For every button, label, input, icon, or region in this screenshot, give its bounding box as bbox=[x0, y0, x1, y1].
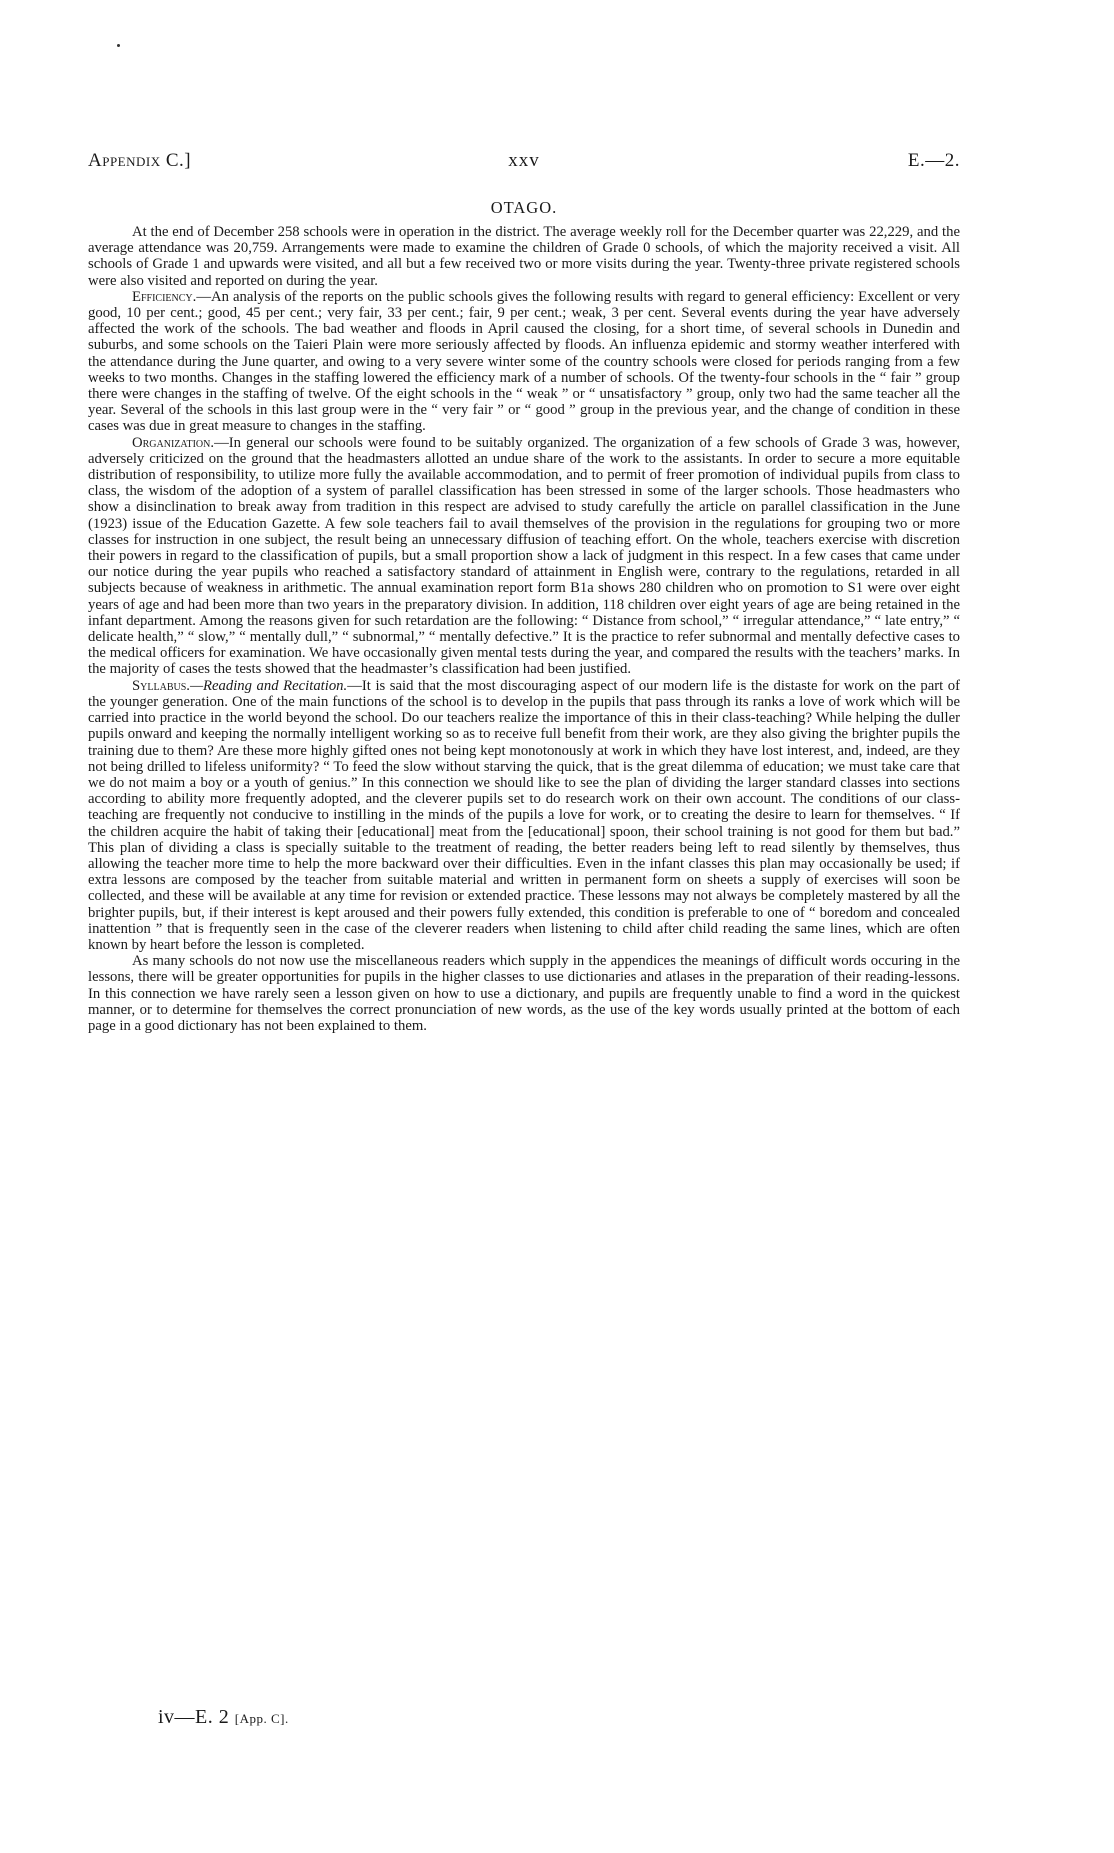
body-text bbox=[88, 224, 960, 1034]
paragraph-dictionaries-text: As many schools do not now use the miscellaneous readers which supply in the appendices the meanings of difficult words occuring in the lessons, there will be greater opportunities for pupils in the higher classes to use dictionaries and atlases in the preparation of their reading-lessons. In this connection we have rarely seen a lesson given on how to use a dictionary, and pupils are frequently unable to find a word in the quickest manner, or to determine for themselves the correct pronunciation of new words, as the use of the key words usually printed at the bottom of each page in a good dictionary has not been explained to them. bbox=[88, 953, 960, 1034]
paragraph-intro-text: At the end of December 258 schools were in operation in the district. The average weekly roll for the December quarter was 22,229, and the average attendance was 20,759. Arrangements were made to examine the children of Grade 0 schools, of which the majority received a visit. All schools of Grade 1 and upwards were visited, and all but a few received two or more visits during the year. Twenty-three private registered schools were also visited and reported on during the year. bbox=[88, 224, 960, 289]
speck-mark bbox=[117, 44, 120, 47]
paragraph-syllabus bbox=[88, 678, 960, 953]
page-footer bbox=[158, 1706, 289, 1729]
section-title: OTAGO. bbox=[490, 198, 558, 217]
footer-appendix-ref: [App. C]. bbox=[234, 1711, 289, 1726]
paragraph-syllabus-subheading: —Reading and Recitation. bbox=[189, 677, 348, 694]
paragraph-syllabus-text: —It is said that the most discouraging aspect of our modern life is the distaste for work on the part of the younger generation. One of the main functions of the school is to develop in the pupils that pass through its ranks a love of work which will be carried into practice in the world beyond the school. Do our teachers realize the importance of this in their class-teaching? While helping the duller pupils onward and keeping the normally intelligent working so as to receive full benefit from their work, are they also giving the brighter pupils the training due to them? Are these more highly gifted ones not being kept monotonously at work in which they have lost interest, and, indeed, are they not being drilled to lifeless uniformity? “ To feed the slow without starving the quick, that is the great dilemma of education; we must take care that we do not maim a boy or a youth of genius.” In this connection we should like to see the plan of dividing the larger standard classes into sections according to ability more frequently adopted, and the cleverer pupils set to do research work on their own account. The conditions of our class-teaching are frequently not conducive to instilling in the minds of the pupils a love for work, or to creating the desire to learn for themselves. “ If the children acquire the habit of taking their [educational] meat from the [educational] spoon, their school training is not good for them but bad.” This plan of dividing a class is specially suitable to the treatment of reading, the better readers being left to read silently by themselves, thus allowing the teacher more time to help the more backward over their difficulties. Even in the infant classes this plan may occasionally be used; if extra lessons are composed by the teacher from suitable material and written in permanent form on sheets a supply of exercises will soon be collected, and these will be available at any time for revision or extended practice. These lessons may not always be completely mastered by all the brighter pupils, but, if their interest is kept aroused and their powers fully extended, this condition is preferable to one of “ boredom and concealed inattention ” that is frequently seen in the case of the cleverer readers when listening to child after child reading the same lines, which are often known by heart before the lesson is completed. bbox=[88, 677, 960, 953]
paragraph-organization-text: —In general our schools were found to be suitably organized. The organization of a few schools of Grade 3 was, however, adversely criticized on the ground that the headmasters allotted an undue share of the work to the assistants. In order to secure a more equitable distribution of responsibility, to utilize more fully the available accommodation, and to permit of freer promotion of individual pupils from class to class, the wisdom of the adoption of a system of parallel classification has been stressed in some of the larger schools. Those headmasters who show a disinclination to break away from tradition in this respect are advised to study carefully the article on parallel classification in the June (1923) issue of the Education Gazette. A few sole teachers fail to avail themselves of the provision in the regulations for grouping two or more classes for instruction in one subject, the result being an unnecessary diffusion of teaching effort. On the whole, teachers exercise with discretion their powers in regard to the classification of pupils, but a small proportion show a lack of judgment in this respect. In a few cases that came under our notice during the year pupils who reached a satisfactory standard of attainment in English were, contrary to the regulations, retarded in all subjects because of weakness in arithmetic. The annual examination report form B1a shows 280 children who on promotion to S1 were over eight years of age and had been more than two years in the preparatory division. In addition, 118 children over eight years of age are being retained in the infant department. Among the reasons given for such retardation are the following: “ Distance from school,” “ irregular attendance,” “ late entry,” “ delicate health,” “ slow,” “ mentally dull,” “ subnormal,” “ mentally defective.” It is the practice to refer subnormal and mentally defective cases to the medical officers for examination. We have occasionally given mental tests during the year, and compared the results with the teachers’ marks. In the majority of cases the tests showed that the headmaster’s classification had been justified. bbox=[88, 434, 960, 678]
paragraph-organization bbox=[88, 435, 960, 678]
header-page-number: xxv bbox=[508, 150, 540, 171]
paragraph-organization-heading: Organization. bbox=[132, 434, 215, 451]
page-header bbox=[88, 150, 960, 180]
paragraph-efficiency bbox=[88, 289, 960, 435]
paragraph-syllabus-heading: Syllabus. bbox=[132, 677, 190, 694]
header-reference: E.—2. bbox=[907, 150, 960, 171]
paragraph-efficiency-text: —An analysis of the reports on the public schools gives the following results with regard to general efficiency: Excellent or very good, 10 per cent.; good, 45 per cent.; very fair, 33 per cent.; fair, 9 per cent.; weak, 3 per cent. Several events during the year have adversely affected the work of the schools. The bad weather and floods in April caused the closing, for a short time, of several schools in Dunedin and suburbs, and some schools on the Taieri Plain were more seriously affected by floods. An influenza epidemic and stormy weather interfered with the attendance during the June quarter, and owing to a very severe winter some of the country schools were closed for periods ranging from a few weeks to two months. Changes in the staffing lowered the efficiency mark of a number of schools. Of the twenty-four schools in the “ fair ” group there were changes in the staffing of twelve. Of the eight schools in the “ weak ” or “ unsatisfactory ” group, only two had the same teacher all the year. Several of the schools in this last group were in the “ very fair ” or “ good ” group in the previous year, and the change of condition in these cases was due in great measure to changes in the staffing. bbox=[88, 288, 960, 435]
footer-signature: iv—E. 2 bbox=[158, 1706, 230, 1728]
paragraph-dictionaries bbox=[88, 953, 960, 1034]
paragraph-intro bbox=[88, 224, 960, 289]
paragraph-efficiency-heading: Efficiency. bbox=[132, 288, 197, 305]
header-appendix: Appendix C.] bbox=[88, 150, 192, 171]
